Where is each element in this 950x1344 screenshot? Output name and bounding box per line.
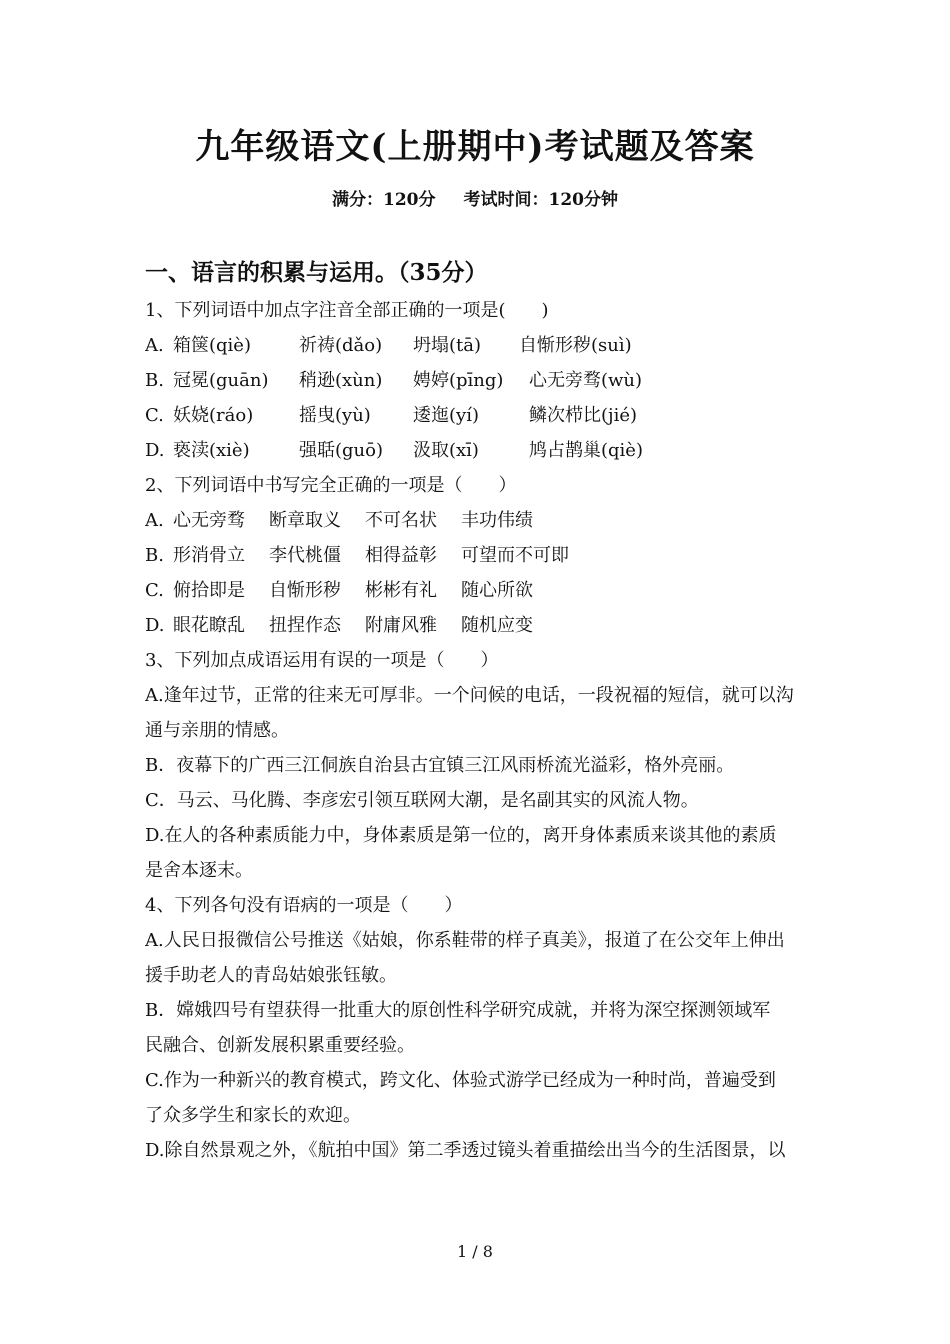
question-4-option-c-line: C.作为一种新兴的教育模式，跨文化、体验式游学已经成为一种时尚，普遍受到 bbox=[145, 1070, 776, 1091]
option-item: 亵渎(xiè) bbox=[173, 440, 250, 461]
exam-time: 考试时间：120分钟 bbox=[463, 190, 618, 210]
section-heading: 一、语言的积累与运用。（35分） bbox=[145, 259, 488, 286]
option-label: C. bbox=[145, 405, 164, 426]
option-item: 李代桃僵 bbox=[269, 545, 341, 566]
question-4-option-d-line: D.除自然景观之外，《航拍中国》第二季透过镜头着重描绘出当今的生活图景，以 bbox=[145, 1140, 786, 1161]
question-2-option-a bbox=[145, 503, 810, 538]
question-4-stem: 4、下列各句没有语病的一项是（ ） bbox=[145, 895, 463, 916]
question-1-option-a bbox=[145, 328, 810, 363]
option-item: 随心所欲 bbox=[461, 580, 533, 601]
option-item: 箱箧(qiè) bbox=[173, 335, 251, 356]
option-item: 相得益彰 bbox=[365, 545, 437, 566]
option-item: 自惭形秽 bbox=[269, 580, 341, 601]
question-2-option-c bbox=[145, 573, 810, 608]
page-title: 九年级语文(上册期中)考试题及答案 bbox=[195, 127, 755, 167]
question-3-stem: 3、下列加点成语运用有误的一项是（ ） bbox=[145, 650, 499, 671]
option-label: C. bbox=[145, 580, 164, 601]
option-item: 可望而不可即 bbox=[461, 545, 569, 566]
option-item: 坍塌(tā) bbox=[413, 335, 482, 356]
question-4-option-b-line: B．嫦娥四号有望获得一批重大的原创性科学研究成就，并将为深空探测领域军 bbox=[145, 1000, 771, 1021]
question-4-option-a-line: 援手助老人的青岛姑娘张钰敏。 bbox=[145, 965, 397, 986]
option-label: B. bbox=[145, 545, 164, 566]
page-number: 1 / 8 bbox=[457, 1242, 493, 1261]
option-item: 扭捏作态 bbox=[269, 615, 341, 636]
option-item: 鳞次栉比(jié) bbox=[529, 405, 638, 426]
option-item: 眼花瞭乱 bbox=[173, 615, 245, 636]
option-item: 心无旁骛 bbox=[173, 510, 245, 531]
option-item: 俯拾即是 bbox=[173, 580, 245, 601]
option-item: 娉婷(pīng) bbox=[413, 370, 504, 391]
question-1-option-d bbox=[145, 433, 810, 468]
question-2-stem: 2、下列词语中书写完全正确的一项是（ ） bbox=[145, 475, 517, 496]
question-3-option-a-line: A.逢年过节，正常的往来无可厚非。一个问候的电话，一段祝福的短信，就可以沟 bbox=[145, 685, 794, 706]
question-3-option-d-line: 是舍本逐末。 bbox=[145, 860, 253, 881]
option-label: D. bbox=[145, 440, 165, 461]
question-1-stem: 1、下列词语中加点字注音全部正确的一项是( ) bbox=[145, 300, 549, 321]
option-label: A. bbox=[145, 510, 164, 531]
question-1-option-b bbox=[145, 363, 810, 398]
question-3-option-b: B．夜幕下的广西三江侗族自治县古宜镇三江风雨桥流光溢彩，格外亮丽。 bbox=[145, 755, 735, 776]
question-3-option-d-line: D.在人的各种素质能力中，身体素质是第一位的，离开身体素质来谈其他的素质 bbox=[145, 825, 777, 846]
question-3-option-c: C．马云、马化腾、李彦宏引领互联网大潮，是名副其实的风流人物。 bbox=[145, 790, 699, 811]
questions bbox=[145, 293, 810, 1168]
option-label: A. bbox=[145, 335, 164, 356]
option-label: B. bbox=[145, 370, 164, 391]
option-item: 形消骨立 bbox=[173, 545, 245, 566]
option-item: 附庸风雅 bbox=[365, 615, 437, 636]
option-item: 祈祷(dǎo) bbox=[299, 335, 383, 356]
option-item: 随机应变 bbox=[461, 615, 533, 636]
question-4-option-c-line: 了众多学生和家长的欢迎。 bbox=[145, 1105, 361, 1126]
option-item: 冠冕(guān) bbox=[173, 370, 269, 391]
option-item: 稍逊(xùn) bbox=[299, 370, 383, 391]
question-4-option-b-line: 民融合、创新发展积累重要经验。 bbox=[145, 1035, 415, 1056]
option-item: 不可名状 bbox=[365, 510, 437, 531]
option-item: 强聒(guō) bbox=[299, 440, 383, 461]
question-2-option-d bbox=[145, 608, 810, 643]
option-item: 汲取(xī) bbox=[413, 440, 479, 461]
question-3-option-a-line: 通与亲朋的情感。 bbox=[145, 720, 289, 741]
option-item: 心无旁骛(wù) bbox=[529, 370, 643, 391]
option-item: 妖娆(ráo) bbox=[173, 405, 254, 426]
option-label: D. bbox=[145, 615, 165, 636]
option-item: 断章取义 bbox=[269, 510, 341, 531]
option-item: 彬彬有礼 bbox=[365, 580, 437, 601]
full-score: 满分：120分 bbox=[332, 190, 436, 210]
option-item: 摇曳(yù) bbox=[299, 405, 371, 426]
option-item: 逶迤(yí) bbox=[413, 405, 479, 426]
option-item: 鸠占鹊巢(qiè) bbox=[529, 440, 643, 461]
option-item: 自惭形秽(suì) bbox=[519, 335, 632, 356]
question-1-option-c bbox=[145, 398, 810, 433]
question-4-option-a-line: A.人民日报微信公号推送《姑娘，你系鞋带的样子真美》，报道了在公交年上伸出 bbox=[145, 930, 785, 951]
exam-info bbox=[0, 186, 950, 214]
question-2-option-b bbox=[145, 538, 810, 573]
option-item: 丰功伟绩 bbox=[461, 510, 533, 531]
